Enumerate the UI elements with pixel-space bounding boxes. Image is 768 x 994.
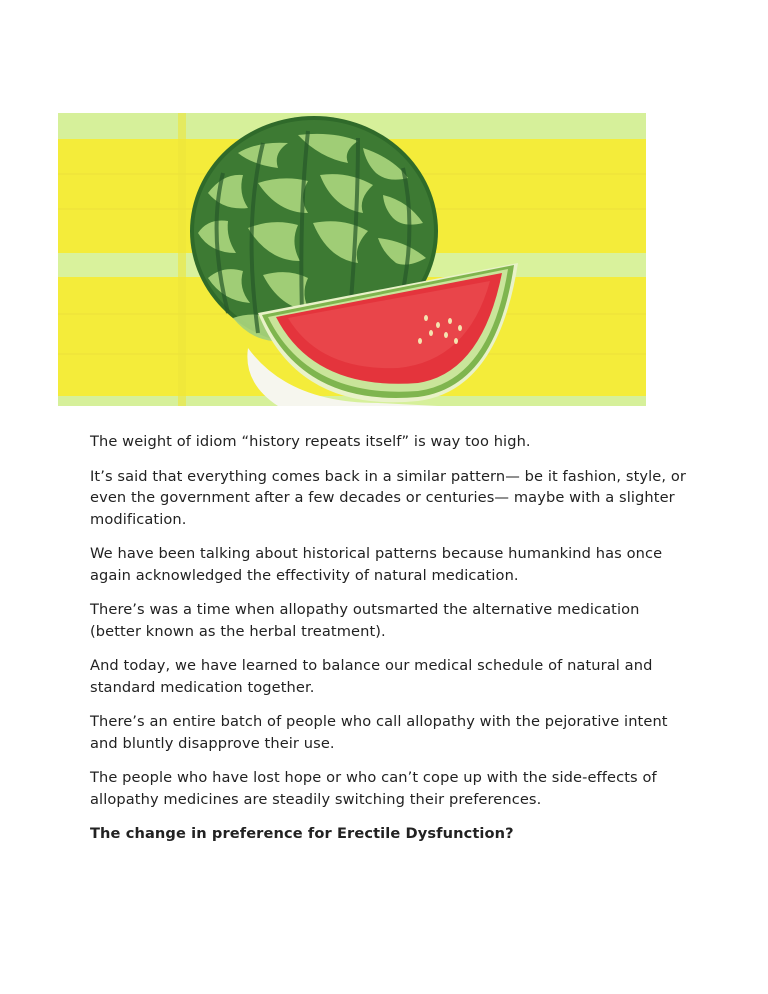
paragraph: There’s an entire batch of people who call allopathy with the pejorative intent and bluntly disapprove their use. [90,713,668,752]
paragraph: There’s was a time when allopathy outsmarted the alternative medication (better known as the herbal treatment). [90,601,640,640]
watermelon-image [58,113,646,406]
paragraph: The weight of idiom “history repeats itself” is way too high. [90,433,531,450]
paragraph: And today, we have learned to balance our medical schedule of natural and standard medication together. [90,657,653,696]
paragraph: We have been talking about historical patterns because humankind has once again acknowledged the effectivity of natural medication. [90,545,663,584]
section-heading: The change in preference for Erectile Dysfunction? [90,825,514,842]
watermelon-illustration [58,113,646,406]
paragraph: It’s said that everything comes back in a similar pattern— be it fashion, style, or even the government after a few decades or centuries— maybe with a slighter modification. [90,467,686,528]
article-body [90,431,690,845]
paragraph: The people who have lost hope or who can’t cope up with the side-effects of allopathy medicines are steadily switching their preferences. [90,769,657,808]
